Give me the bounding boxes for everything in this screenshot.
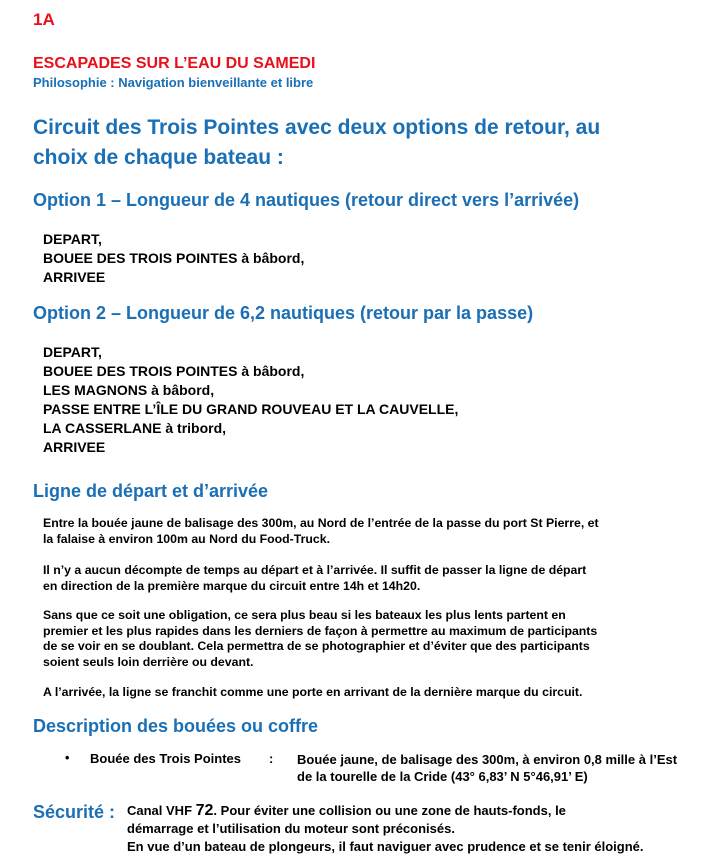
route-step: LA CASSERLANE à tribord, — [43, 420, 227, 436]
page-title: ESCAPADES SUR L’EAU DU SAMEDI — [33, 55, 316, 72]
vhf-channel-number: 72 — [195, 802, 214, 819]
security-line3: En vue d’un bateau de plongeurs, il faut naviguer avec prudence et se tenir éloigné. — [127, 839, 644, 854]
option1-heading: Option 1 – Longueur de 4 nautiques (retour direct vers l’arrivée) — [33, 190, 580, 210]
circuit-title — [33, 113, 600, 173]
document-id: 1A — [33, 10, 55, 29]
option2-heading: Option 2 – Longueur de 6,2 nautiques (retour par la passe) — [33, 303, 534, 323]
security-line2: démarrage et l’utilisation du moteur sont préconisés. — [127, 821, 455, 836]
circuit-title-line1: Circuit des Trois Pointes avec deux options de retour, au — [33, 116, 601, 139]
route-step: DEPART, — [43, 344, 102, 360]
paragraph-line: la falaise à environ 100m au Nord du Food-Truck. — [43, 531, 331, 546]
vhf-channel-prefix: Canal VHF — [127, 803, 196, 818]
paragraph-line: Il n’y a aucun décompte de temps au départ et à l’arrivée. Il suffit de passer la ligne de départ — [43, 563, 587, 577]
paragraph-line: en direction de la première marque du circuit entre 14h et 14h20. — [43, 578, 421, 593]
buoy-description — [297, 751, 677, 785]
arrival-paragraph — [43, 685, 582, 701]
route-step: LES MAGNONS à bâbord, — [43, 382, 215, 398]
security-label: Sécurité : — [33, 802, 116, 822]
route-step: DEPART, — [43, 231, 102, 247]
paragraph-line: premier et les plus rapides dans les derniers de façon à permettre au maximum de participants — [43, 623, 598, 638]
bullet-icon: • — [65, 751, 70, 765]
paragraph-line: soient seuls loin derrière ou devant. — [43, 654, 254, 669]
circuit-title-line2: choix de chaque bateau : — [33, 146, 284, 169]
philosophy-subtitle: Philosophie : Navigation bienveillante et libre — [33, 75, 314, 90]
buoy-description-line: Bouée jaune, de balisage des 300m, à environ 0,8 mille à l’Est — [297, 752, 678, 767]
route-step: ARRIVEE — [43, 269, 106, 285]
timing-paragraph — [43, 563, 586, 594]
security-line1 — [127, 802, 644, 820]
option2-route — [43, 343, 458, 457]
route-step: PASSE ENTRE L’ÎLE DU GRAND ROUVEAU ET LA CAUVELLE, — [43, 401, 459, 417]
route-step: ARRIVEE — [43, 439, 106, 455]
start-line-paragraph — [43, 516, 599, 547]
paragraph-line: A l’arrivée, la ligne se franchit comme une porte en arrivant de la dernière marque du circuit. — [43, 685, 583, 699]
buoy-description-line: de la tourelle de la Cride (43° 6,83’ N 5°46,91’ E) — [297, 769, 588, 784]
option1-route — [43, 230, 304, 287]
route-step: BOUEE DES TROIS POINTES à bâbord, — [43, 363, 305, 379]
paragraph-line: Entre la bouée jaune de balisage des 300m, au Nord de l’entrée de la passe du port St Pierre, et — [43, 516, 599, 530]
paragraph-line: de se voir en se doublant. Cela permettra de se photographier et d’éviter que des participants — [43, 639, 590, 653]
buoys-heading: Description des bouées ou coffre — [33, 716, 319, 736]
start-finish-heading: Ligne de départ et d’arrivée — [33, 481, 269, 501]
security-text — [127, 802, 644, 856]
order-paragraph — [43, 608, 597, 670]
buoy-label: Bouée des Trois Pointes — [90, 751, 241, 766]
paragraph-line: Sans que ce soit une obligation, ce sera plus beau si les bateaux les plus lents partent en — [43, 608, 566, 622]
buoy-colon: : — [269, 751, 274, 766]
route-step: BOUEE DES TROIS POINTES à bâbord, — [43, 250, 305, 266]
security-line1-rest: . Pour éviter une collision ou une zone de hauts-fonds, le — [213, 803, 566, 818]
